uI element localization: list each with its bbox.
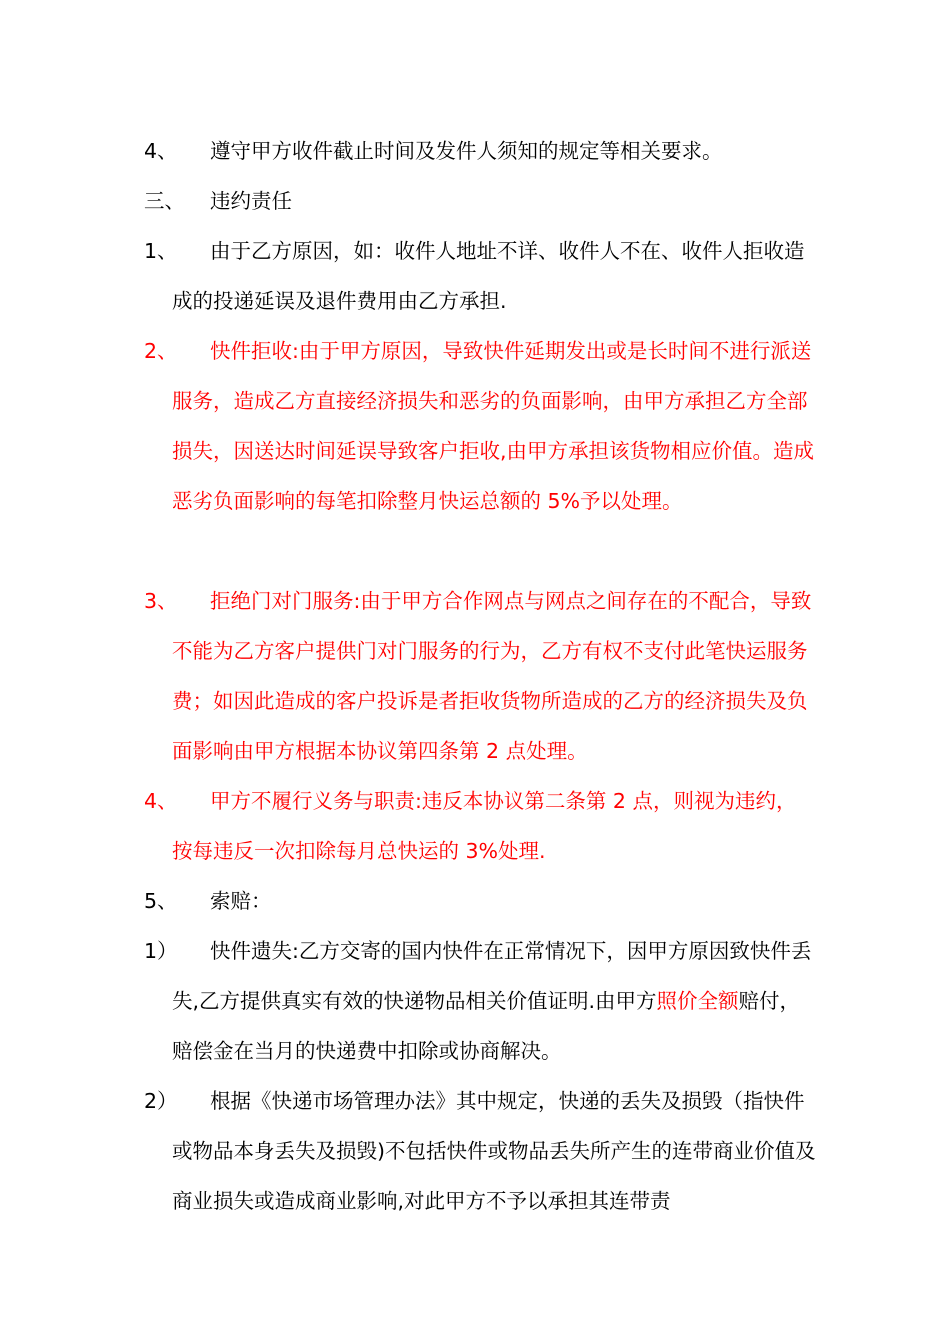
clause-4 [144, 126, 816, 176]
liability-item-2 [144, 326, 816, 526]
subitem-text: 根据《快递市场管理办法》其中规定，快递的丢失及损毁（指快件或物品本身丢失及损毁)不包括快件或物品丢失所产生的连带商业价值及商业损失或造成商业影响,对此甲方不予以承担其连带责 [172, 1089, 816, 1213]
clause-text: 遵守甲方收件截止时间及发件人须知的规定等相关要求。 [210, 139, 723, 163]
clause-text: 甲方不履行义务与职责:违反本协议第二条第 2 点，则视为违约，按每违反一次扣除每月总快运的 3%处理. [172, 789, 797, 863]
clause-number: 3、 [144, 589, 178, 613]
section-heading-liability [144, 176, 816, 226]
subitem-number: 2） [144, 1089, 178, 1113]
clause-text: 由于乙方原因，如：收件人地址不详、收件人不在、收件人拒收造成的投递延误及退件费用由乙方承担. [172, 239, 805, 313]
liability-item-4 [144, 776, 816, 876]
subitem-text-part-b: 赔付，赔偿金在当月的快递费中扣除或协商解决。 [172, 989, 801, 1063]
section-title: 违约责任 [210, 189, 292, 213]
clause-number: 4、 [144, 139, 178, 163]
section-number: 三、 [144, 189, 185, 213]
claim-subitem-2 [144, 1076, 816, 1226]
subitem-text [144, 926, 816, 1076]
highlight-full-price: 照价全额 [656, 989, 739, 1013]
clause-number: 2、 [144, 339, 178, 363]
liability-item-5 [144, 876, 816, 926]
clause-text: 索赔： [210, 889, 272, 913]
subitem-text-part-a: 快件遗失:乙方交寄的国内快件在正常情况下，因甲方原因致快件丢失,乙方提供真实有效的快递物品相关价值证明.由甲方 [172, 939, 812, 1013]
liability-item-3 [144, 576, 816, 776]
clause-number: 4、 [144, 789, 178, 813]
clause-text: 快件拒收:由于甲方原因，导致快件延期发出或是长时间不进行派送服务，造成乙方直接经济损失和恶劣的负面影响，由甲方承担乙方全部损失，因送达时间延误导致客户拒收,由甲方承担该货物相应价值。造成恶劣负面影响的每笔扣除整月快运总额的 5%予以处理。 [172, 339, 815, 513]
claim-subitem-1 [144, 926, 816, 1076]
clause-number: 1、 [144, 239, 178, 263]
liability-item-1 [144, 226, 816, 326]
clause-number: 5、 [144, 889, 178, 913]
subitem-number: 1） [144, 939, 178, 963]
clause-text: 拒绝门对门服务:由于甲方合作网点与网点之间存在的不配合，导致不能为乙方客户提供门对门服务的行为，乙方有权不支付此笔快运服务费；如因此造成的客户投诉是者拒收货物所造成的乙方的经济损失及负面影响由甲方根据本协议第四条第 2 点处理。 [172, 589, 812, 763]
